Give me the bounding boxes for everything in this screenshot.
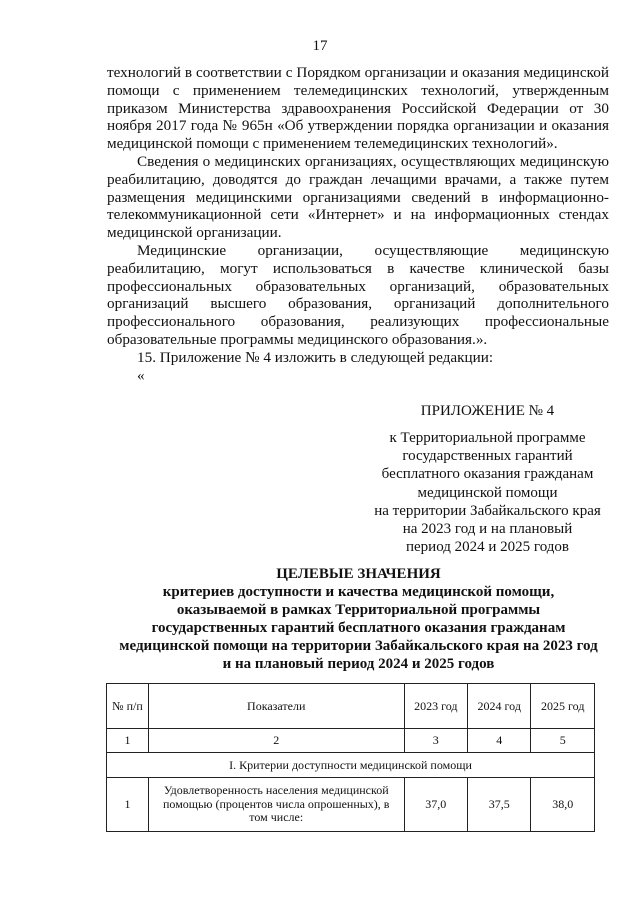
row-indicator: Удовлетворенность населения медицинской помощью (процентов числа опрошенных), в том числе: — [148, 778, 404, 832]
column-number: 2 — [148, 729, 404, 753]
section-title: I. Критерии доступности медицинской помощи — [107, 753, 595, 778]
appendix-line: период 2024 и 2025 годов — [405, 539, 569, 556]
appendix-line: бесплатного оказания гражданам — [381, 466, 594, 483]
table-numbering-row — [107, 729, 595, 753]
appendix-line: государственных гарантий — [402, 448, 573, 465]
opening-quote: « — [137, 366, 145, 384]
appendix-title: ПРИЛОЖЕНИЕ № 4 — [420, 403, 555, 419]
table-row — [107, 778, 595, 832]
appendix-line: к Территориальной программе — [389, 430, 586, 446]
page-number: 17 — [312, 38, 328, 54]
body-text — [107, 64, 609, 384]
column-number: 5 — [531, 729, 595, 753]
heading-line: государственных гарантий бесплатного оказания гражданам — [151, 620, 566, 637]
row-value-2025: 38,0 — [531, 778, 595, 832]
paragraph: 15. Приложение № 4 изложить в следующей редакции: — [137, 348, 494, 366]
row-value-2024: 37,5 — [468, 778, 531, 832]
appendix-line: на территории Забайкальского края — [374, 502, 601, 519]
heading-line: критериев доступности и качества медицинской помощи, — [162, 584, 555, 601]
appendix-line: на 2023 год и на плановый — [402, 521, 573, 538]
row-value-2023: 37,0 — [404, 778, 467, 832]
paragraph: Сведения о медицинских организациях, осуществляющих медицинскую реабилитацию, доводятся до граждан лечащими врачами, а также путем размещения медицинскими организациями сведений в информационно-телекоммуникационной сети «Интернет» и на информационных стендах медицинской организации. — [107, 152, 609, 242]
column-number: 1 — [107, 729, 149, 753]
heading-line: ЦЕЛЕВЫЕ ЗНАЧЕНИЯ — [276, 566, 441, 582]
row-number: 1 — [107, 778, 149, 832]
paragraph: технологий в соответствии с Порядком организации и оказания медицинской помощи с применением телемедицинских технологий, утвержденным приказом Министерства здравоохранения Российской Федерации от 30 ноября 2017 года № 965н «Об утверждении порядка организации и оказания медицинской помощи с применением телемедицинских технологий». — [107, 64, 609, 153]
header-number: № п/п — [107, 684, 149, 729]
appendix-subtitle — [360, 429, 615, 556]
criteria-table — [106, 683, 595, 832]
table-section-row — [107, 753, 595, 778]
heading-line: и на плановый период 2024 и 2025 годов — [222, 656, 495, 673]
appendix-line: медицинской помощи — [417, 484, 558, 501]
column-number: 4 — [468, 729, 531, 753]
heading-line: оказываемой в рамках Территориальной программы — [176, 602, 541, 619]
heading-line: медицинской помощи на территории Забайкальского края на 2023 год — [119, 638, 598, 655]
header-year-2023: 2023 год — [404, 684, 467, 729]
header-year-2025: 2025 год — [531, 684, 595, 729]
header-year-2024: 2024 год — [468, 684, 531, 729]
paragraph: Медицинские организации, осуществляющие медицинскую реабилитацию, могут использоваться в качестве клинической базы профессиональных образовательных организаций, образовательных организаций высшего образования, организаций дополнительного профессионального образования, реализующих профессиональные образовательные программы медицинского образования.». — [107, 241, 609, 348]
document-heading — [107, 565, 610, 674]
table-header-row — [107, 684, 595, 729]
header-indicator: Показатели — [148, 684, 404, 729]
column-number: 3 — [404, 729, 467, 753]
